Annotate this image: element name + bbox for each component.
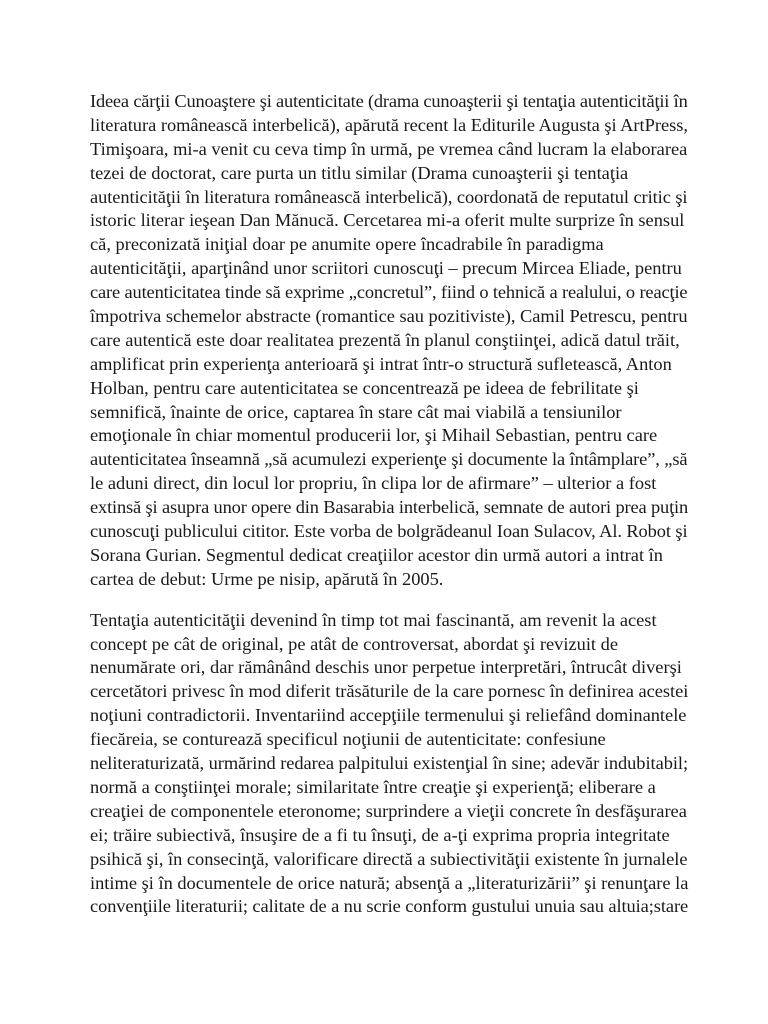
text-line: neliteraturizată, urmărind redarea palpitului existenţial în sine; adevăr indubitabil; [90, 753, 689, 774]
text-line: le aduni direct, din locul lor propriu, în clipa lor de afirmare” – ulterior a fost [90, 473, 657, 494]
text-line: Timişoara, mi-a venit cu ceva timp în urmă, pe vremea când lucram la elaborarea [90, 138, 688, 159]
text-line: concept pe cât de original, pe atât de controversat, abordat şi revizuit de [90, 633, 618, 654]
text-line: cercetători privesc în mod diferit trăsăturile de la care pornesc în definirea acestei [90, 681, 689, 702]
text-line: intime şi în documentele de orice natură; absenţă a „literaturizării” şi renunţare la [90, 872, 689, 893]
paragraph-1 [90, 90, 688, 592]
text-line: fiecăreia, se conturează specificul noţiunii de autenticitate: confesiune [90, 729, 606, 750]
text-line: că, preconizată iniţial doar pe anumite opere încadrabile în paradigma [90, 234, 604, 255]
text-line: autenticităţii, aparţinând unor scriitori cunoscuţi – precum Mircea Eliade, pentru [90, 258, 682, 279]
document-body [90, 90, 688, 919]
text-line: Ideea cărţii Cunoaştere şi autenticitate (drama cunoaşterii şi tentaţia autenticităţii în [90, 91, 688, 111]
text-line: autenticitatea înseamnă „să acumulezi experienţe şi documente la întâmplare”, „să [90, 449, 688, 470]
text-line: psihică şi, în consecinţă, valorificare directă a subiectivităţii existente în jurnalele [90, 848, 688, 869]
text-line: cunoscuţi publicului cititor. Este vorba de bolgrădeanul Ioan Sulacov, Al. Robot şi [90, 521, 688, 542]
text-line: noţiuni contradictorii. Inventariind accepţiile termenului şi reliefând dominantele [90, 705, 687, 726]
text-line: Holban, pentru care autenticitatea se concentrează pe ideea de febrilitate şi [90, 377, 639, 398]
text-line: Tentaţia autenticităţii devenind în timp tot mai fascinantă, am revenit la acest [90, 609, 657, 630]
text-line: amplificat prin experienţa anterioară şi intrat într-o structură sufletească, Anton [90, 353, 672, 374]
text-line: literatura românească interbelică), apărută recent la Editurile Augusta şi ArtPress, [90, 114, 688, 135]
text-line: creaţiei de componentele eteronome; surprindere a vieţii concrete în desfăşurarea [90, 800, 687, 821]
text-line: nenumărate ori, dar rămânând deschis unor perpetue interpretări, întrucât diverşi [90, 657, 682, 678]
text-line: convenţiile literaturii; calitate de a nu scrie conform gustului unuia sau altuia;stare [90, 896, 689, 917]
text-line: extinsă şi asupra unor opere din Basarabia interbelică, semnate de autori prea puţin [90, 497, 689, 518]
text-line: ei; trăire subiectivă, însuşire de a fi tu însuţi, de a-ţi exprima propria integritate [90, 824, 670, 845]
text-line: normă a conştiinţei morale; similaritate între creaţie şi experienţă; eliberare a [90, 776, 656, 797]
text-line: cartea de debut: Urme pe nisip, apărută în 2005. [90, 568, 444, 589]
text-line: semnifică, înainte de orice, captarea în stare cât mai viabilă a tensiunilor [90, 401, 622, 422]
text-line: emoţionale în chiar momentul producerii lor, şi Mihail Sebastian, pentru care [90, 425, 658, 446]
text-line: istoric literar ieşean Dan Mănucă. Cercetarea mi-a oferit multe surprize în sensul [90, 210, 685, 231]
text-line: autenticităţii în literatura românească interbelică), coordonată de reputatul critic şi [90, 186, 688, 207]
text-line: care autentică este doar realitatea prezentă în planul conştiinţei, adică datul trăit, [90, 329, 680, 350]
text-line: împotriva schemelor abstracte (romantice sau pozitiviste), Camil Petrescu, pentru [90, 306, 688, 327]
text-line: care autenticitatea tinde să exprime „concretul”, fiind o tehnică a realului, o reacţie [90, 282, 688, 303]
paragraph-2 [90, 609, 688, 920]
text-line: Sorana Gurian. Segmentul dedicat creaţiilor acestor din urmă autori a intrat în [90, 544, 663, 565]
text-line: tezei de doctorat, care purta un titlu similar (Drama cunoaşterii şi tentaţia [90, 162, 629, 183]
